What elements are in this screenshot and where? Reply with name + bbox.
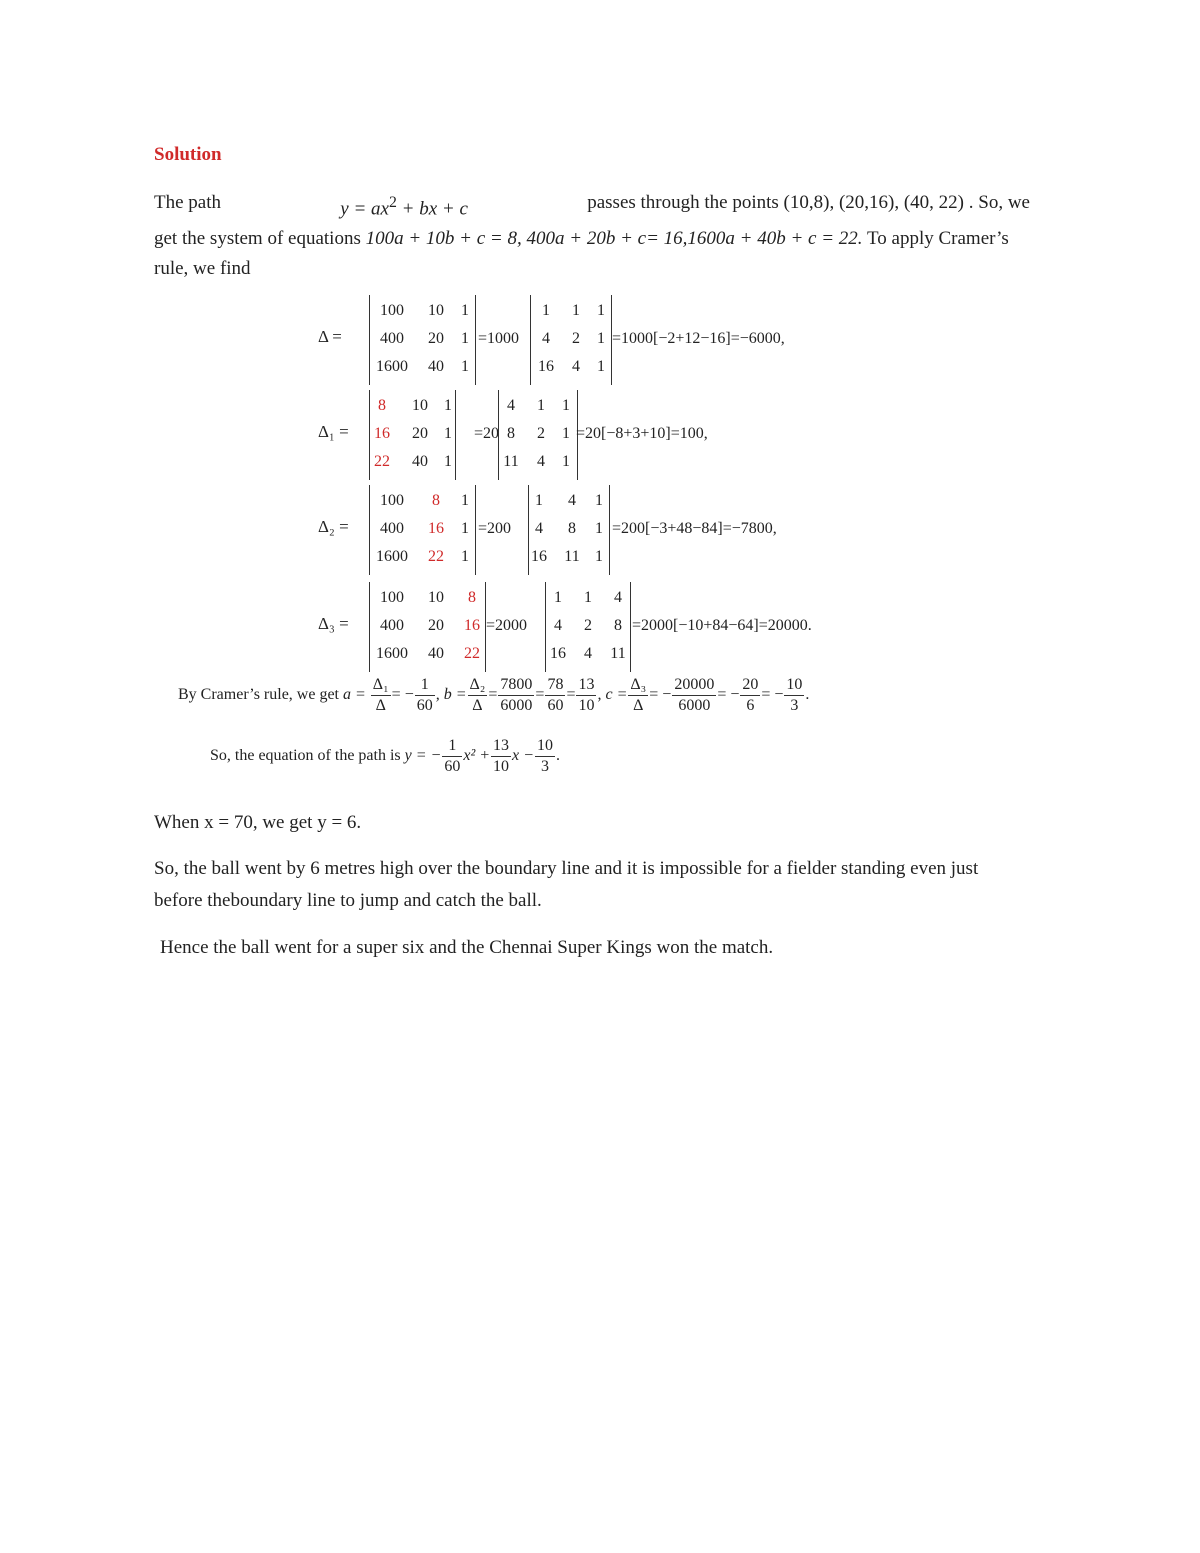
solution-heading: Solution: [154, 144, 222, 165]
det-result: =20[−8+3+10]=100,: [576, 425, 708, 442]
num: 20000: [672, 675, 716, 696]
matrix-cell: 1: [595, 492, 603, 509]
den: 3: [540, 758, 549, 775]
cramer-a: a =: [343, 686, 366, 704]
det-matrix-left: [369, 295, 476, 385]
op: .: [805, 686, 810, 704]
matrix-cell: 22: [464, 645, 480, 662]
conclusion-paragraph-1: So, the ball went by 6 metres high over the boundary line and it is impossible for a fielder standing even just before theboundary line to jump and catch the ball.: [154, 858, 979, 911]
intro-text-3: get the system of equations: [154, 228, 361, 250]
matrix-cell: 4: [542, 330, 550, 347]
matrix-cell: 10: [412, 397, 428, 414]
matrix-cell: 1: [461, 548, 469, 565]
matrix-cell: 40: [412, 453, 428, 470]
frac-10-3: [784, 675, 804, 716]
intro-system: 100a + 10b + c = 8, 400a + 20b + c= 16,1600a + 40b + c = 22.: [365, 228, 863, 250]
matrix-cell: 1: [461, 492, 469, 509]
matrix-cell: 40: [428, 358, 444, 375]
matrix-cell: 20: [412, 425, 428, 442]
matrix-cell: 1: [444, 397, 452, 414]
matrix-cell: 1: [461, 520, 469, 537]
matrix-cell: 1: [444, 425, 452, 442]
den: Δ: [375, 697, 386, 714]
num: 13: [491, 736, 511, 757]
matrix-cell: 2: [572, 330, 580, 347]
matrix-cell: 4: [572, 358, 580, 375]
op: = −: [761, 686, 784, 704]
intro-text-2: passes through the points (10,8), (20,16), (40, 22) . So, we: [587, 192, 1030, 213]
frac-20000-6000: [672, 675, 716, 716]
matrix-cell: 4: [537, 453, 545, 470]
det-row: [0, 582, 1200, 672]
det-matrix-right: [528, 485, 610, 575]
num: 7800: [498, 675, 534, 696]
frac-d1-d: [371, 675, 391, 716]
den: 10: [578, 697, 595, 714]
frac-13-10: [491, 736, 511, 777]
intro-paragraph: [154, 188, 1030, 284]
matrix-cell: 20: [428, 330, 444, 347]
num: 13: [576, 675, 596, 696]
det-label: Δ₃ =: [318, 614, 349, 633]
matrix-cell: 8: [507, 425, 515, 442]
matrix-cell: 1: [562, 453, 570, 470]
matrix-cell: 16: [531, 548, 547, 565]
matrix-cell: 4: [614, 589, 622, 606]
det-matrix-left: [369, 390, 456, 480]
matrix-cell: 16: [550, 645, 566, 662]
matrix-cell: 4: [535, 520, 543, 537]
matrix-cell: 1600: [376, 548, 408, 565]
det-result: =200[−3+48−84]=−7800,: [612, 520, 777, 537]
det-matrix-left: [369, 485, 476, 575]
matrix-cell: 400: [380, 330, 404, 347]
op: x −: [512, 747, 534, 765]
op: =: [566, 686, 576, 704]
den: 60: [444, 758, 461, 775]
det-matrix-right: [530, 295, 612, 385]
det-result: =1000[−2+12−16]=−6000,: [612, 330, 785, 347]
path-y: y = −: [404, 747, 442, 765]
matrix-cell: 1: [562, 397, 570, 414]
matrix-cell: 400: [380, 520, 404, 537]
matrix-cell: 4: [584, 645, 592, 662]
eq-tail: + bx + c: [401, 198, 468, 220]
matrix-cell: 40: [428, 645, 444, 662]
den: Δ: [633, 697, 644, 714]
matrix-cell: 2: [537, 425, 545, 442]
eq-ax: = ax: [353, 198, 389, 220]
frac-20-6: [740, 675, 760, 716]
num: Δ₃: [628, 675, 648, 696]
matrix-cell: 20: [428, 617, 444, 634]
det-factor: =2000: [486, 617, 528, 634]
when-line: When x = 70, we get y = 6.: [154, 812, 362, 833]
matrix-cell: 8: [468, 589, 476, 606]
matrix-cell: 100: [380, 302, 404, 319]
den: 10: [493, 758, 510, 775]
matrix-cell: 8: [378, 397, 386, 414]
matrix-cell: 1600: [376, 358, 408, 375]
frac-7800-6000: [498, 675, 534, 716]
matrix-cell: 4: [554, 617, 562, 634]
op: = −: [649, 686, 672, 704]
num: 1: [442, 736, 462, 757]
num: 20: [740, 675, 760, 696]
frac-10-3: [535, 736, 555, 777]
cramer-prefix: By Cramer’s rule, we get: [178, 686, 339, 704]
det-row: [0, 295, 1200, 385]
frac-d2-d: [468, 675, 488, 716]
matrix-cell: 1: [562, 425, 570, 442]
eq-y: y: [340, 198, 349, 220]
matrix-cell: 16: [428, 520, 444, 537]
matrix-cell: 1: [537, 397, 545, 414]
matrix-cell: 11: [564, 548, 580, 565]
det-row: [0, 485, 1200, 575]
den: 3: [790, 697, 799, 714]
intro-text-1: The path: [154, 192, 222, 213]
det-matrix-left: [369, 582, 486, 672]
op: , b =: [435, 686, 467, 704]
op: .: [555, 747, 560, 765]
matrix-cell: 1: [461, 330, 469, 347]
frac-1-60: [415, 675, 435, 716]
den: 60: [416, 697, 433, 714]
matrix-cell: 16: [374, 425, 390, 442]
det-result: =2000[−10+84−64]=20000.: [632, 617, 812, 634]
det-row: [0, 390, 1200, 480]
matrix-cell: 10: [428, 302, 444, 319]
matrix-cell: 11: [503, 453, 519, 470]
matrix-cell: 1: [597, 358, 605, 375]
op: =: [535, 686, 545, 704]
op: =: [488, 686, 498, 704]
matrix-cell: 1: [595, 520, 603, 537]
matrix-cell: 8: [432, 492, 440, 509]
matrix-cell: 1: [461, 302, 469, 319]
intro-text-4: To apply Cramer’s: [866, 228, 1009, 250]
matrix-cell: 8: [614, 617, 622, 634]
intro-line-2: [154, 224, 1030, 254]
det-matrix-right: [498, 390, 578, 480]
matrix-cell: 400: [380, 617, 404, 634]
intro-equation: [340, 188, 468, 224]
det-label: Δ =: [318, 327, 342, 346]
intro-line-3: rule, we find: [154, 258, 251, 280]
matrix-cell: 22: [428, 548, 444, 565]
cramer-line: [178, 675, 809, 716]
matrix-cell: 4: [507, 397, 515, 414]
matrix-cell: 1: [597, 330, 605, 347]
num: 78: [545, 675, 565, 696]
den: Δ: [472, 697, 483, 714]
matrix-cell: 1: [542, 302, 550, 319]
matrix-cell: 1600: [376, 645, 408, 662]
num: 1: [415, 675, 435, 696]
matrix-cell: 16: [464, 617, 480, 634]
det-label: Δ₁ =: [318, 422, 349, 441]
det-factor: =20: [474, 425, 500, 442]
det-label: Δ₂ =: [318, 517, 349, 536]
path-equation-line: [210, 736, 560, 777]
matrix-cell: 1: [535, 492, 543, 509]
op: = −: [391, 686, 414, 704]
det-factor: =200: [478, 520, 512, 537]
frac-d3-d: [628, 675, 648, 716]
frac-13-10: [576, 675, 596, 716]
eq-sup: 2: [389, 194, 397, 211]
intro-line-1: [154, 188, 1030, 224]
matrix-cell: 10: [428, 589, 444, 606]
det-factor: =1000: [478, 330, 520, 347]
num: 10: [784, 675, 804, 696]
num: Δ₂: [468, 675, 488, 696]
op: x² +: [463, 747, 491, 765]
den: 60: [547, 697, 564, 714]
frac-1-60: [442, 736, 462, 777]
matrix-cell: 8: [568, 520, 576, 537]
matrix-cell: 1: [595, 548, 603, 565]
num: 10: [535, 736, 555, 757]
matrix-cell: 1: [584, 589, 592, 606]
conclusion-paragraph-2: Hence the ball went for a super six and the Chennai Super Kings won the match.: [160, 937, 774, 958]
matrix-cell: 100: [380, 589, 404, 606]
matrix-cell: 100: [380, 492, 404, 509]
matrix-cell: 16: [538, 358, 554, 375]
den: 6000: [500, 697, 533, 714]
matrix-cell: 1: [554, 589, 562, 606]
matrix-cell: 4: [568, 492, 576, 509]
den: 6: [746, 697, 755, 714]
path-prefix: So, the equation of the path is: [210, 747, 401, 765]
matrix-cell: 1: [572, 302, 580, 319]
matrix-cell: 1: [461, 358, 469, 375]
op: , c =: [597, 686, 628, 704]
frac-78-60: [545, 675, 565, 716]
matrix-cell: 1: [444, 453, 452, 470]
matrix-cell: 1: [597, 302, 605, 319]
den: 6000: [678, 697, 711, 714]
num: Δ₁: [371, 675, 391, 696]
det-matrix-right: [545, 582, 631, 672]
matrix-cell: 11: [610, 645, 626, 662]
matrix-cell: 2: [584, 617, 592, 634]
matrix-cell: 22: [374, 453, 390, 470]
op: = −: [717, 686, 740, 704]
